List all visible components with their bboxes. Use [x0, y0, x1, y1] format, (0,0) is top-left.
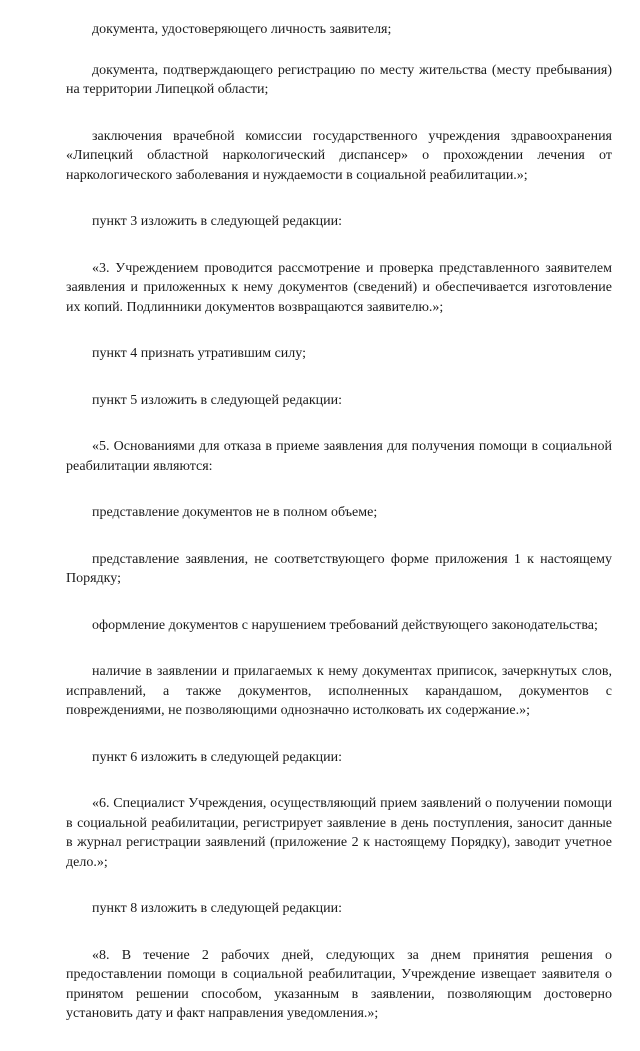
paragraph-8: «5. Основаниями для отказа в приеме заявления для получения помощи в социальной реабилитации являются:	[66, 439, 612, 474]
paragraph-15: пункт 8 изложить в следующей редакции:	[92, 901, 342, 916]
paragraph-4: пункт 3 изложить в следующей редакции:	[92, 214, 342, 229]
paragraph-6: пункт 4 признать утратившим силу;	[92, 346, 306, 361]
document-page	[66, 20, 612, 1051]
paragraph-12: наличие в заявлении и прилагаемых к нему документах приписок, зачеркнутых слов, исправлений, а также документов, исполненных карандашом, документов с повреждениями, не позволяющими однозначно истолковать их содержание.»;	[66, 664, 612, 718]
paragraph-13: пункт 6 изложить в следующей редакции:	[92, 749, 342, 765]
paragraph-1: документа, удостоверяющего личность заявителя;	[92, 22, 392, 37]
paragraph-9: представление документов не в полном объеме;	[92, 505, 378, 520]
paragraph-7: пункт 5 изложить в следующей редакции:	[92, 392, 342, 408]
paragraph-10: представление заявления, не соответствующего форме приложения 1 к настоящему Порядку;	[66, 551, 612, 586]
paragraph-11: оформление документов с нарушением требований действующего законодательства;	[92, 617, 598, 633]
paragraph-3: заключения врачебной комиссии государственного учреждения здравоохранения «Липецкий областной наркологический диспансер» о прохождении лечения от наркологического заболевания и нуждаемости в социальной реабилитации.»;	[66, 128, 612, 183]
paragraph-16: «8. В течение 2 рабочих дней, следующих за днем принятия решения о предоставлении помощи в социальной реабилитации, Учреждение извещает заявителя о принятом решении способом, указанным в заявлении, позволяющим достоверно установить дату и факт направления уведомления.»;	[66, 947, 612, 1021]
paragraph-5: «3. Учреждением проводится рассмотрение и проверка представленного заявителем заявления и приложенных к нему документов (сведений) и обеспечивается изготовление их копий. Подлинники документов возвращаются заявителю.»;	[66, 260, 612, 315]
paragraph-2: документа, подтверждающего регистрацию по месту жительства (месту пребывания) на территории Липецкой области;	[66, 62, 612, 97]
paragraph-14: «6. Специалист Учреждения, осуществляющий прием заявлений о получении помощи в социальной реабилитации, регистрирует заявление в день поступления, заносит данные в журнал регистрации заявлений (приложение 2 к настоящему Порядку), заводит учетное дело.»;	[66, 796, 612, 870]
